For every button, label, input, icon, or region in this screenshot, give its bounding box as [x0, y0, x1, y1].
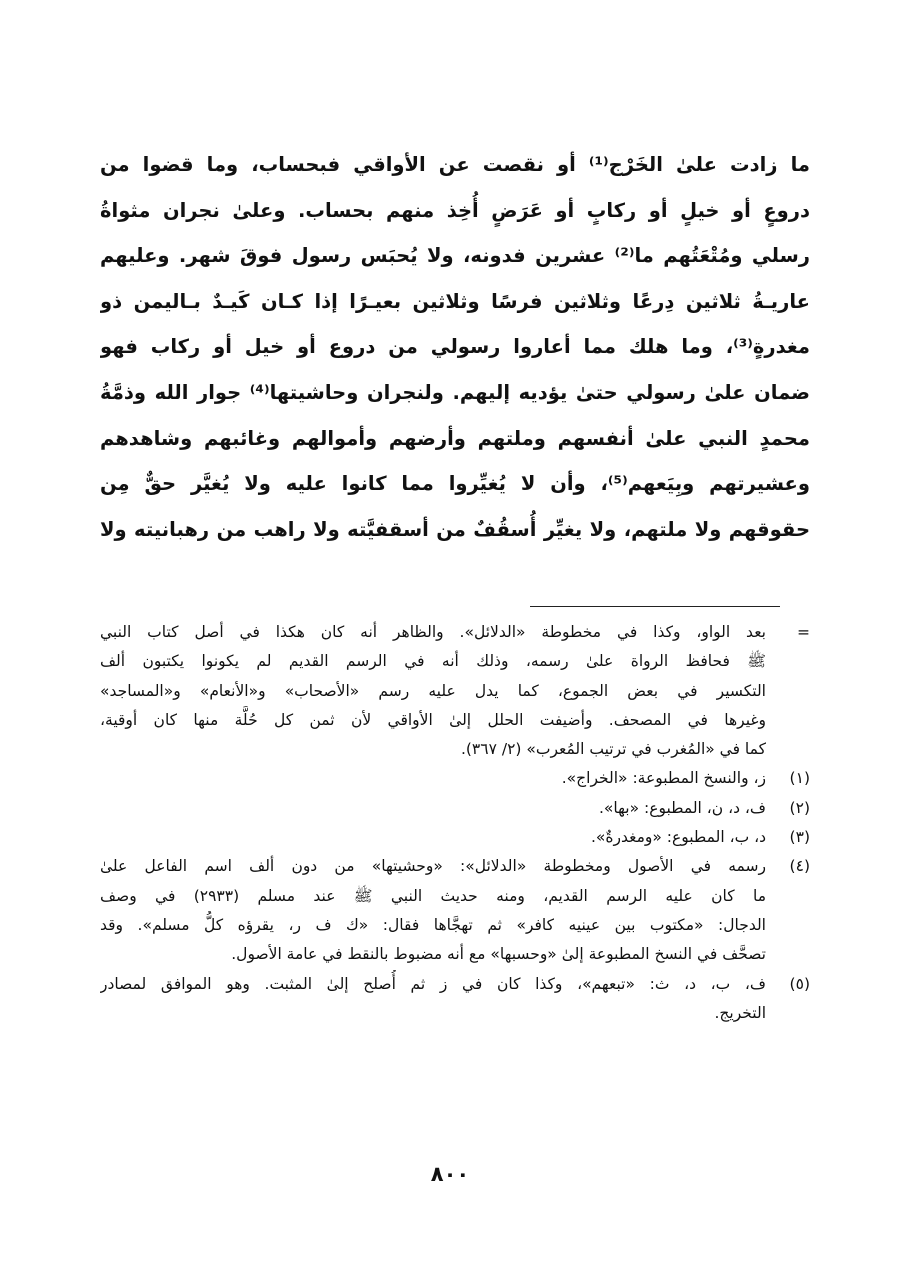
- footnote-4: [100, 852, 810, 969]
- footnote-line: رسمه في الأصول ومخطوطة «الدلائل»: «وحشيتها» من دون ألف اسم الفاعل علىٰ: [100, 857, 766, 876]
- footnote-number: (٣): [789, 828, 810, 847]
- footnote-line: التخريج.: [714, 1003, 766, 1022]
- footnote-5: [100, 970, 810, 1029]
- footnote-line: كما في «المُغرب في ترتيب المُعرب» (٢/ ٣٦٧).: [460, 740, 766, 759]
- page-number: ٨٠٠: [430, 1162, 470, 1186]
- main-text-line: دروعٍ أو خيلٍ أو ركابٍ أو عَرَضٍ أُخِذ منهم بحساب. وعلىٰ نجران مثواةُ: [100, 198, 810, 222]
- footnote-line: ما كان عليه الرسم القديم، ومنه حديث النبي ﷺ عند مسلم (٢٩٣٣) في وصف: [100, 886, 766, 905]
- footnote-line: وغيرها في المصحف. وأضيفت الحلل إلىٰ الأواقي لأن ثمن كل حُلَّة منها كان أوقية،: [100, 710, 766, 729]
- footnote-marker: =: [797, 623, 810, 641]
- main-text-line: ما زادت علىٰ الخَرْج⁽¹⁾ أو نقصت عن الأواقي فبحساب، وما قضوا من: [100, 153, 810, 176]
- footnote-line: ف، ب، د، ث: «تبعهم»، وكذا كان في ز ثم أُصلح إلىٰ المثبت. وهو الموافق لمصادر: [100, 974, 766, 993]
- main-text-line: مغدرةٍ⁽³⁾، وما هلك مما أعاروا رسولي من دروع أو خيل أو ركاب فهو: [100, 335, 810, 359]
- footnote-1: [100, 764, 810, 793]
- main-text-line: ضمان علىٰ رسولي حتىٰ يؤديه إليهم. ولنجران وحاشيتها⁽⁴⁾ جوار الله وذمَّةُ: [100, 380, 810, 404]
- footnote-line: ف، د، ن، المطبوع: «بها».: [598, 798, 766, 817]
- main-text-line: رسلي ومُتْعَتُهم ما⁽²⁾ عشرين فدونه، ولا يُحبَس رسول فوقَ شهر. وعليهم: [100, 244, 810, 268]
- footnote-line: الدجال: «مكتوب بين عينيه كافر» ثم تهجَّاها فقال: «ك ف ر، يقرؤه كلُّ مسلم». وقد: [100, 915, 766, 934]
- footnotes: [100, 618, 810, 1028]
- footnote-2: [100, 794, 810, 823]
- footnote-number: (٢): [789, 798, 810, 817]
- footnote-line: ز، والنسخ المطبوعة: «الخراج».: [561, 769, 766, 788]
- footnote-number: (١): [789, 769, 810, 788]
- main-text-line: حقوقهم ولا ملتهم، ولا يغيِّر أُسقُفٌ من أسقفيَّته ولا راهب من رهبانيته ولا: [100, 517, 810, 541]
- footnote-line: تصحَّف في النسخ المطبوعة إلىٰ «وحسبها» مع أنه مضبوط بالنقط في عامة الأصول.: [231, 945, 766, 964]
- main-text-line: وعشيرتهم وبِيَعهم⁽⁵⁾، وأن لا يُغيِّروا مما كانوا عليه ولا يُغيَّر حقٌّ مِن: [100, 472, 810, 496]
- footnote-line: بعد الواو، وكذا في مخطوطة «الدلائل». والظاهر أنه كان هكذا في أصل كتاب النبي: [100, 623, 766, 641]
- footnote-continued: [100, 618, 810, 764]
- footnote-line: د، ب، المطبوع: «ومغدرةٌ».: [590, 828, 766, 847]
- main-text: [100, 142, 810, 552]
- footnote-number: (٤): [789, 857, 810, 876]
- footnote-number: (٥): [789, 974, 810, 993]
- footnote-line: ﷺ فحافظ الرواة علىٰ رسمه، وذلك أنه في الرسم القديم لم يكونوا يكتبون ألف: [100, 652, 766, 671]
- footnote-separator: [530, 606, 780, 607]
- footnote-line: التكسير في بعض الجموع، كما يدل عليه رسم «الأصحاب» و«الأنعام» و«المساجد»: [100, 681, 766, 700]
- main-text-line: عاريـةُ ثلاثين دِرعًا وثلاثين فرسًا وثلاثين بعيـرًا إذا كـان كَيـدٌ بـاليمن ذو: [100, 289, 810, 313]
- main-text-line: محمدٍ النبي علىٰ أنفسهم وملتهم وأرضهم وأموالهم وغائبهم وشاهدهم: [100, 426, 810, 450]
- footnote-3: [100, 823, 810, 852]
